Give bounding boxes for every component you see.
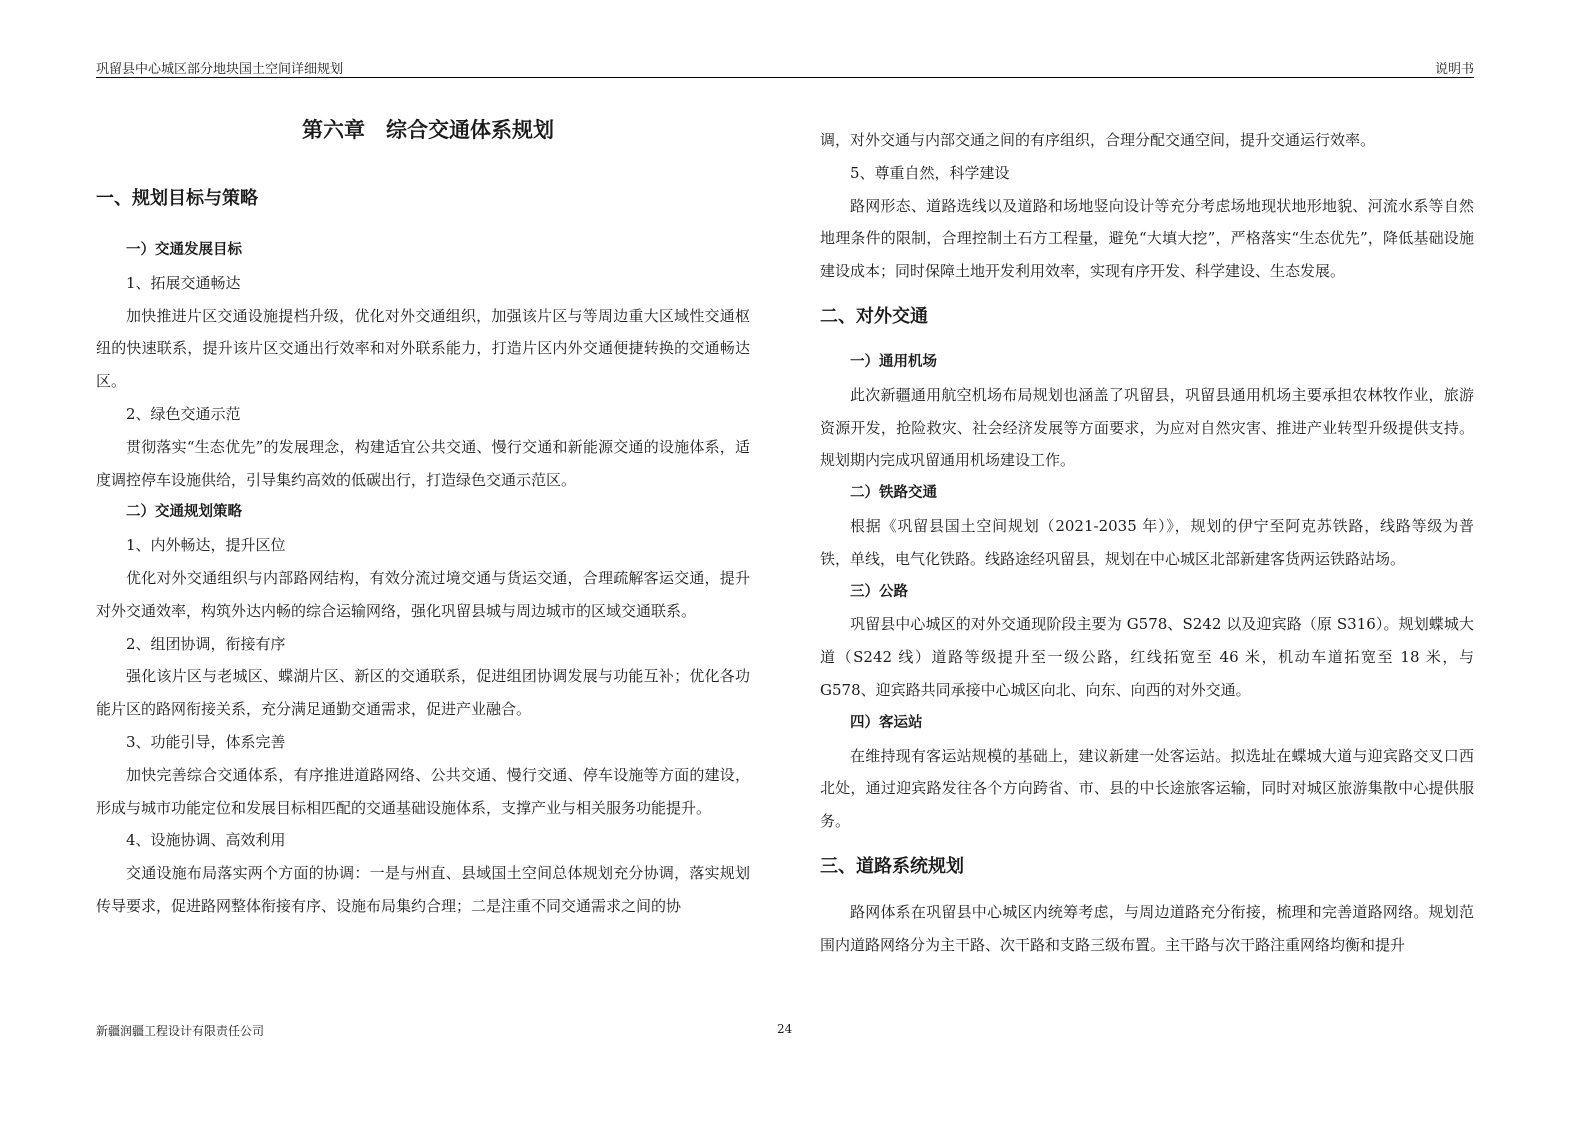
right-column: [820, 124, 1474, 962]
document-type: 说明书: [1434, 62, 1474, 77]
paragraph: 强化该片区与老城区、蝶湖片区、新区的交通联系，促进组团协调发展与功能互补；优化各功能片区的路网衔接关系，充分满足通勤交通需求，促进产业融合。: [96, 667, 750, 719]
chapter-title: 第六章 综合交通体系规划: [302, 118, 554, 142]
subsection-heading: 一）交通发展目标: [126, 242, 242, 258]
paragraph: 在维持现有客运站规模的基础上，建议新建一处客运站。拟选址在蝶城大道与迎宾路交叉口西北处，通过迎宾路发往各个方向跨省、市、县的中长途旅客运输，同时对城区旅游集散中心提供服务。: [820, 746, 1474, 831]
document-title: 巩留县中心城区部分地块国土空间详细规划: [96, 62, 344, 77]
list-item: 3、功能引导，体系完善: [126, 732, 286, 751]
list-item: 1、拓展交通畅达: [126, 273, 241, 292]
paragraph: 此次新疆通用航空机场布局规划也涵盖了巩留县，巩留县通用机场主要承担农林牧作业，旅游资源开发，抢险救灾、社会经济发展等方面要求，为应对自然灾害、推进产业转型升级提供支持。规划期内完成巩留通用机场建设工作。: [820, 385, 1474, 470]
paragraph: 巩留县中心城区的对外交通现阶段主要为 G578、S242 以及迎宾路（原 S316）。规划蝶城大道（S242 线）道路等级提升至一级公路，红线拓宽至 46 米，机动车道拓宽至 18 米，与 G578、迎宾路共同承接中心城区向北、向东、向西的对外交通。: [820, 615, 1474, 699]
footer-company: 新疆润疆工程设计有限责任公司: [96, 1024, 265, 1038]
subsection-heading: 二）铁路交通: [850, 485, 937, 502]
list-item: 5、尊重自然，科学建设: [850, 163, 1010, 182]
subsection-heading: 一）通用机场: [850, 353, 937, 370]
paragraph: 加快推进片区交通设施提档升级，优化对外交通组织，加强该片区与等周边重大区域性交通枢纽的快速联系，提升该片区交通出行效率和对外联系能力，打造片区内外交通便捷转换的交通畅达区。: [96, 306, 750, 391]
paragraph: 加快完善综合交通体系，有序推进道路网络、公共交通、慢行交通、停车设施等方面的建设，形成与城市功能定位和发展目标相匹配的交通基础设施体系，支撑产业与相关服务功能提升。: [96, 765, 750, 817]
paragraph: 调，对外交通与内部交通之间的有序组织，合理分配交通空间，提升交通运行效率。: [820, 131, 1376, 149]
page-number: 24: [777, 1022, 793, 1036]
left-column: [96, 110, 750, 923]
section-heading: 二、对外交通: [820, 305, 928, 327]
list-item: 1、内外畅达，提升区位: [126, 536, 286, 555]
subsection-heading: 二）交通规划策略: [126, 504, 242, 521]
list-item: 2、组团协调，衔接有序: [126, 634, 286, 653]
paragraph: 路网形态、道路选线以及道路和场地竖向设计等充分考虑场地现状地形地貌、河流水系等自然地理条件的限制，合理控制土石方工程量，避免“大填大挖”，严格落实“生态优先”，降低基础设施建设成本；同时保障土地开发利用效率，实现有序开发、科学建设、生态发展。: [820, 196, 1474, 281]
section-heading: 三、道路系统规划: [820, 855, 964, 877]
paragraph: 贯彻落实“生态优先”的发展理念，构建适宜公共交通、慢行交通和新能源交通的设施体系，适度调控停车设施供给，引导集约高效的低碳出行，打造绿色交通示范区。: [96, 437, 750, 489]
list-item: 2、绿色交通示范: [126, 404, 241, 423]
subsection-heading: 三）公路: [850, 583, 908, 600]
section-heading: 一、规划目标与策略: [96, 188, 258, 209]
paragraph: 根据《巩留县国土空间规划（2021-2035 年）》，规划的伊宁至阿克苏铁路，线路等级为普铁，单线，电气化铁路。线路途经巩留县，规划在中心城区北部新建客货两运铁路站场。: [820, 516, 1474, 568]
paragraph: 优化对外交通组织与内部路网结构，有效分流过境交通与货运交通，合理疏解客运交通，提升对外交通效率，构筑外达内畅的综合运输网络，强化巩留县城与周边城市的区域交通联系。: [96, 568, 750, 620]
subsection-heading: 四）客运站: [850, 714, 923, 731]
list-item: 4、设施协调、高效利用: [126, 831, 286, 850]
page-header: [96, 58, 1474, 78]
paragraph: 交通设施布局落实两个方面的协调：一是与州直、县域国土空间总体规划充分协调，落实规划传导要求，促进路网整体衔接有序、设施布局集约合理；二是注重不同交通需求之间的协: [96, 864, 750, 915]
paragraph: 路网体系在巩留县中心城区内统筹考虑，与周边道路充分衔接，梳理和完善道路网络。规划范围内道路网络分为主干路、次干路和支路三级布置。主干路与次干路注重网络均衡和提升: [820, 902, 1474, 954]
header-divider: [96, 77, 1474, 78]
